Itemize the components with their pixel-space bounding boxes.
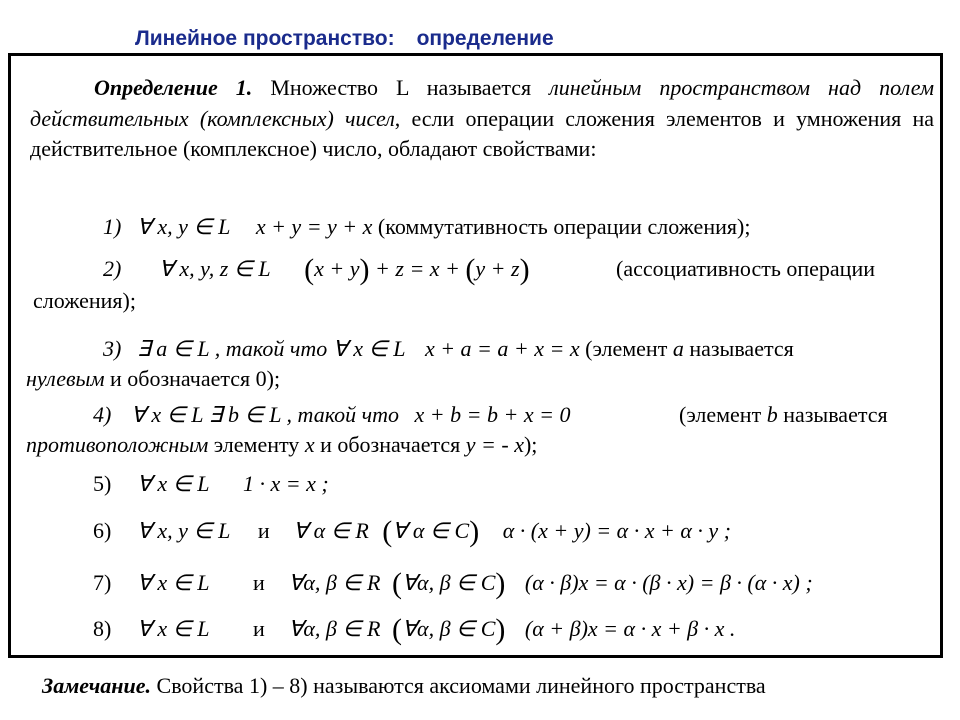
definition-box bbox=[8, 53, 943, 658]
definition-text-1: Множество L называется bbox=[252, 75, 550, 100]
remark-label: Замечание. bbox=[42, 673, 152, 698]
axiom-8-field-complex: (∀α, β ∈ C) bbox=[392, 613, 506, 646]
axiom-5 bbox=[93, 469, 329, 499]
axiom-2-number: 2) bbox=[103, 256, 122, 281]
axiom-2 bbox=[103, 254, 530, 285]
axiom-5-formula: 1 · x = x ; bbox=[243, 471, 329, 496]
axiom-3-formula: x + a = a + x = x bbox=[424, 336, 580, 361]
page-title bbox=[135, 27, 554, 51]
axiom-1 bbox=[103, 212, 750, 242]
axiom-2-formula: (x + y) + z = x + (y + z) bbox=[304, 253, 530, 286]
axiom-1-description: (коммутативность операции сложения); bbox=[377, 214, 751, 239]
axiom-6-and: и bbox=[257, 518, 270, 543]
title-part-1: Линейное пространство: bbox=[135, 27, 395, 50]
axiom-3-continuation: нулевым и обозначается 0); bbox=[26, 366, 281, 391]
axiom-7-formula: (α · β)x = α · (β · x) = β · (α · x) ; bbox=[524, 570, 813, 595]
axiom-3-description-1: (элемент bbox=[579, 336, 673, 361]
definition-paragraph bbox=[30, 73, 934, 165]
axiom-7-field-complex: (∀α, β ∈ C) bbox=[392, 567, 506, 600]
title-part-2: определение bbox=[416, 27, 554, 50]
axiom-3 bbox=[103, 334, 794, 364]
axiom-7 bbox=[93, 568, 813, 599]
axiom-3-description-2: называется bbox=[683, 336, 794, 361]
axiom-6-number: 6) bbox=[93, 518, 112, 543]
axiom-8-quantifier: ∀ x ∈ L bbox=[136, 616, 210, 641]
axiom-8-number: 8) bbox=[93, 616, 112, 641]
axiom-4-quantifier: ∀ x ∈ L ∃ b ∈ L , такой что bbox=[130, 402, 400, 427]
axiom-8-formula: (α + β)x = α · x + β · x . bbox=[524, 616, 736, 641]
axiom-4 bbox=[93, 400, 570, 430]
definition-label: Определение 1. bbox=[94, 75, 253, 100]
remark-text: Свойства 1) – 8) называются аксиомами линейного пространства bbox=[151, 673, 766, 698]
axiom-4-description: (элемент b называется bbox=[679, 402, 888, 427]
axiom-6-field-complex: (∀ α ∈ C) bbox=[382, 515, 480, 548]
axiom-7-quantifier: ∀ x ∈ L bbox=[136, 570, 210, 595]
axiom-6-quantifier: ∀ x, y ∈ L bbox=[136, 518, 231, 543]
axiom-8-and: и bbox=[253, 616, 265, 641]
remark bbox=[42, 673, 766, 699]
axiom-1-number: 1) bbox=[103, 214, 122, 239]
axiom-5-number: 5) bbox=[93, 471, 112, 496]
definition-text-2: , если операции сложения элементов и умножения на действительное (комплексное) число, обладают свойствами: bbox=[30, 105, 934, 161]
axiom-4-number: 4) bbox=[93, 402, 112, 427]
axiom-7-field: ∀α, β ∈ R bbox=[288, 570, 381, 595]
axiom-6-field: ∀ α ∈ R bbox=[293, 518, 369, 543]
axiom-4-formula: x + b = b + x = 0 bbox=[414, 402, 571, 427]
axiom-3-quantifier: ∃ a ∈ L , такой что ∀ x ∈ L bbox=[136, 336, 406, 361]
axiom-6-formula: α · (x + y) = α · x + α · y ; bbox=[502, 518, 731, 543]
axiom-3-element: a bbox=[672, 336, 684, 361]
axiom-1-formula: x + y = y + x bbox=[255, 214, 373, 239]
axiom-1-quantifier: ∀ x, y ∈ L bbox=[136, 214, 231, 239]
axiom-8-field: ∀α, β ∈ R bbox=[288, 616, 381, 641]
axiom-4-continuation: противоположным элементу x и обозначается y = - x); bbox=[26, 432, 538, 457]
axiom-5-quantifier: ∀ x ∈ L bbox=[136, 471, 210, 496]
axiom-3-number: 3) bbox=[103, 336, 122, 361]
axiom-7-number: 7) bbox=[93, 570, 112, 595]
axiom-2-quantifier: ∀ x, y, z ∈ L bbox=[158, 256, 271, 281]
axiom-2-continuation: сложения); bbox=[33, 288, 136, 313]
axiom-6 bbox=[93, 516, 731, 547]
axiom-8 bbox=[93, 614, 735, 645]
axiom-2-description: (ассоциативность операции bbox=[616, 256, 875, 281]
definition-term: линейным пространством над полем действительных (комплексных) чисел bbox=[30, 75, 935, 131]
axiom-7-and: и bbox=[253, 570, 265, 595]
